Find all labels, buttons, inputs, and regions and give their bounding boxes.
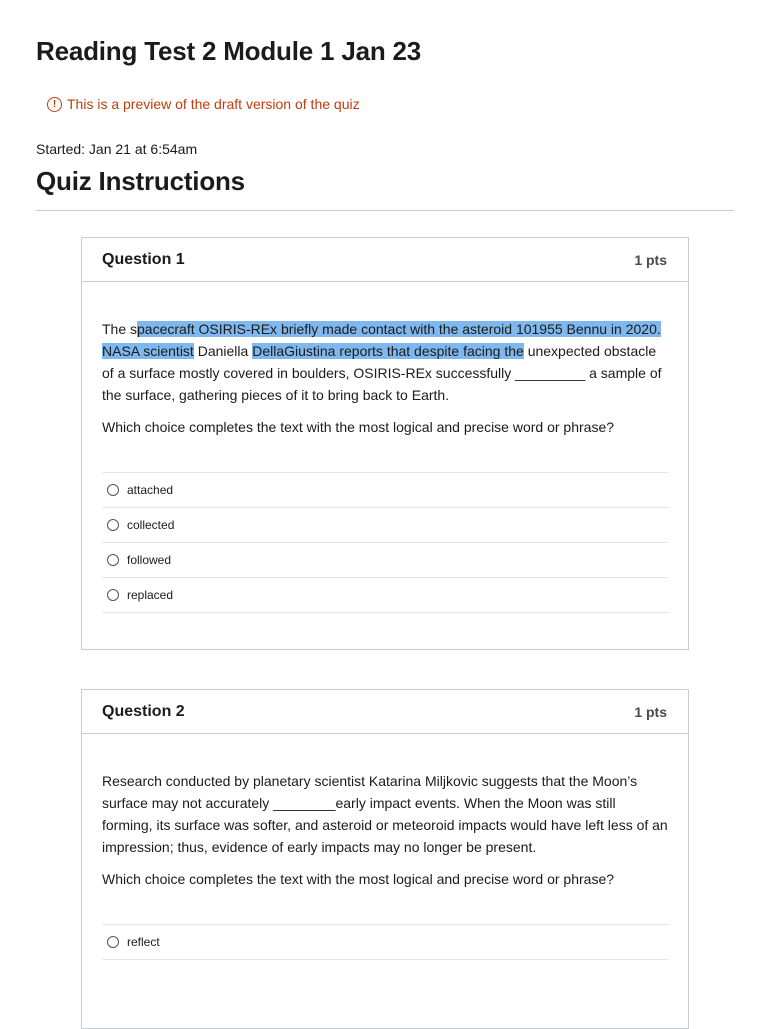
quiz-title: Reading Test 2 Module 1 Jan 23 xyxy=(36,36,422,66)
question-name: Question 2 xyxy=(102,702,185,720)
passage-text: Daniella xyxy=(193,343,253,359)
radio-button[interactable] xyxy=(107,936,119,948)
radio-button[interactable] xyxy=(107,519,119,531)
radio-button[interactable] xyxy=(107,589,119,601)
question-points: 1 pts xyxy=(634,703,667,720)
question-prompt: Which choice completes the text with the most logical and precise word or phrase? xyxy=(102,871,615,887)
answer-list xyxy=(102,472,668,613)
radio-button[interactable] xyxy=(107,554,119,566)
question-passage: Research conducted by planetary scientist Katarina Miljkovic suggests that the Moon’s surface may not accurately ________early impact events. When the Moon was still forming, its surface was softer, and asteroid or meteoroid impacts would have left less of an impression; thus, evidence of early impacts may no longer be present. xyxy=(102,773,668,855)
section-divider xyxy=(36,210,734,211)
quiz-instructions-heading: Quiz Instructions xyxy=(36,166,245,196)
question-passage xyxy=(102,318,668,406)
answer-list xyxy=(102,924,668,960)
passage-text: unexpected obstacle of a surface mostly covered in boulders, OSIRIS-REx successfully _________ a sample of the surface, gathering pieces of it to bring back to Earth. xyxy=(102,343,662,403)
warning-icon: ! xyxy=(47,97,62,112)
answer-label: collected xyxy=(127,518,175,532)
radio-button[interactable] xyxy=(107,484,119,496)
question-header xyxy=(82,690,688,734)
answer-option[interactable] xyxy=(102,473,668,508)
answer-label: replaced xyxy=(127,588,174,602)
draft-warning-text: This is a preview of the draft version of the quiz xyxy=(67,96,360,112)
question-prompt: Which choice completes the text with the most logical and precise word or phrase? xyxy=(102,419,615,435)
highlighted-text: pacecraft OSIRIS-REx briefly made contact with the asteroid 101955 Bennu in 2020. NASA scientist xyxy=(102,321,661,359)
highlighted-text: DellaGiustina reports that despite facing the xyxy=(252,343,524,359)
answer-option[interactable] xyxy=(102,508,668,543)
question-name: Question 1 xyxy=(102,250,185,268)
question-header xyxy=(82,238,688,282)
question-2 xyxy=(81,689,689,1029)
answer-label: reflect xyxy=(127,935,160,949)
question-body xyxy=(82,282,688,613)
answer-option[interactable] xyxy=(102,543,668,578)
answer-label: followed xyxy=(127,553,172,567)
answer-label: attached xyxy=(127,483,174,497)
draft-warning xyxy=(47,96,360,112)
question-points: 1 pts xyxy=(634,251,667,268)
passage-text: The s xyxy=(102,321,138,337)
question-body xyxy=(82,734,688,960)
answer-option[interactable] xyxy=(102,925,668,960)
answer-option[interactable] xyxy=(102,578,668,613)
question-1 xyxy=(81,237,689,650)
started-timestamp: Started: Jan 21 at 6:54am xyxy=(36,141,198,157)
